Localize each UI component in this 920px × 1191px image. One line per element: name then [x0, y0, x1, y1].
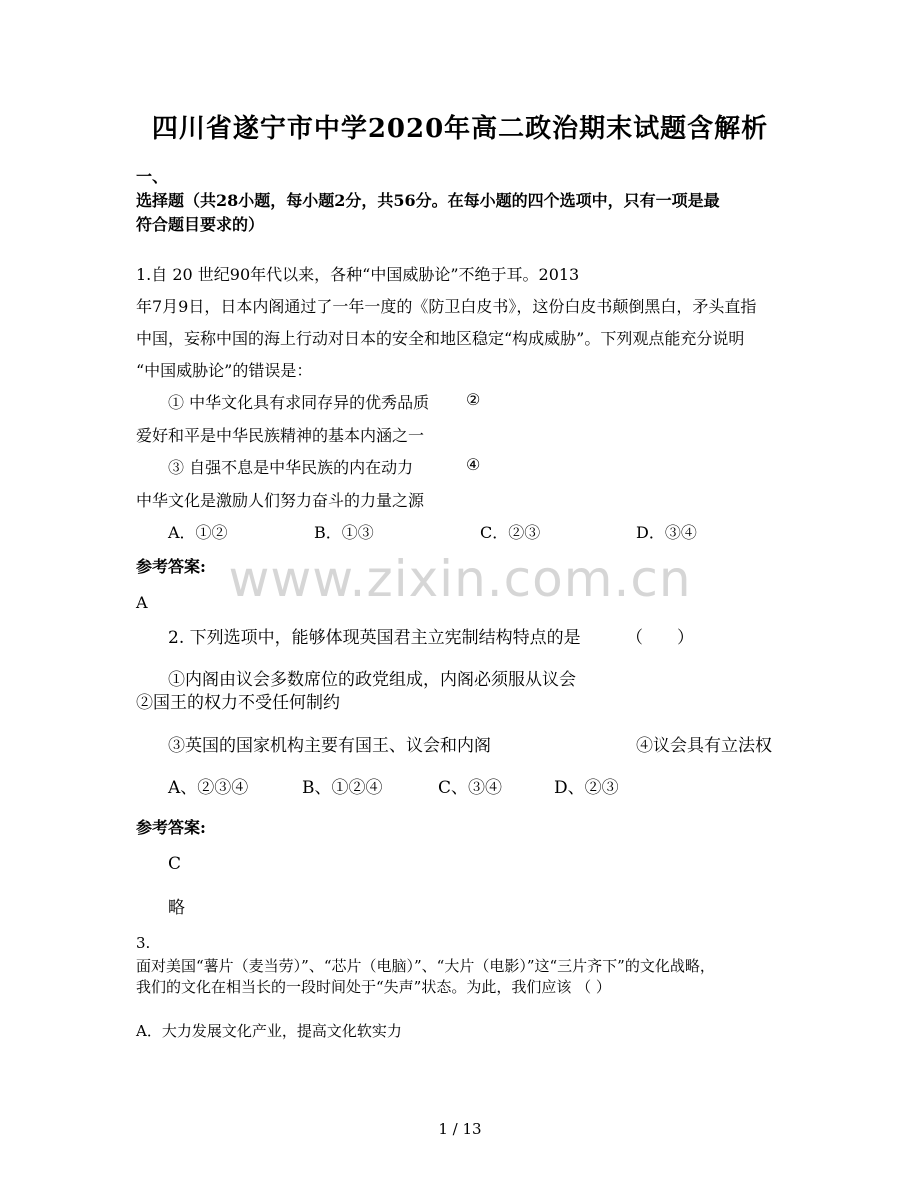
q2-answer-label: 参考答案:: [136, 818, 206, 837]
q1-answer-label: 参考答案:: [136, 557, 206, 576]
q3-option-a: A．大力发展文化产业，提高文化软实力: [136, 1022, 402, 1040]
q1-statement-4: 中华文化是激励人们努力奋斗的力量之源: [136, 491, 425, 510]
q1-statement-2: 爱好和平是中华民族精神的基本内涵之一: [136, 426, 425, 445]
q2-statement-4: ④议会具有立法权: [636, 736, 772, 756]
q2-answer: C: [168, 854, 182, 874]
q1-statement-2-marker: ②: [466, 390, 481, 409]
q2-statement-2: ②国王的权力不受任何制约: [136, 693, 340, 713]
q2-explanation: 略: [168, 898, 185, 918]
q3-number: 3.: [136, 934, 151, 952]
q3-line-1: 面对美国“薯片（麦当劳）”、“芯片（电脑）”、“大片（电影）”这“三片齐下”的文化战略，: [136, 957, 715, 975]
q2-question: 2. 下列选项中，能够体现英国君主立宪制结构特点的是: [168, 628, 581, 648]
q2-answer-paren: （ ）: [626, 628, 694, 648]
q1-option-a: A．①②: [168, 523, 228, 542]
section-description-line-1: 选择题（共28小题，每小题2分，共56分。在每小题的四个选项中，只有一项是最: [136, 191, 720, 210]
section-number: 一、: [136, 167, 169, 186]
q1-line-3: 中国，妄称中国的海上行动对日本的安全和地区稳定“构成威胁”。下列观点能充分说明: [136, 329, 745, 348]
q1-statement-3: ③ 自强不息是中华民族的内在动力: [168, 458, 414, 477]
q2-option-c: C、③④: [438, 778, 503, 798]
section-description: [136, 189, 720, 237]
q1-line-1: 1.自 20 世纪90年代以来，各种“中国威胁论”不绝于耳。2013: [136, 265, 580, 284]
watermark: www.zixin.com.cn: [228, 550, 692, 608]
q2-option-b: B、①②④: [302, 778, 383, 798]
q1-answer: A: [136, 593, 148, 612]
q2-option-d: D、②③: [554, 778, 619, 798]
q3-line-2: 我们的文化在相当长的一段时间处于“失声”状态。为此，我们应该 （ ）: [136, 978, 611, 996]
q1-option-b: B．①③: [314, 523, 374, 542]
q1-option-c: C．②③: [480, 523, 541, 542]
section-description-line-2: 符合题目要求的）: [136, 215, 265, 234]
q2-option-a: A、②③④: [168, 778, 249, 798]
q1-line-2: 年7月9日，日本内阁通过了一年一度的《防卫白皮书》，这份白皮书颠倒黑白，矛头直指: [136, 297, 757, 316]
page-title: 四川省遂宁市中学2020年高二政治期末试题含解析: [151, 114, 769, 144]
q1-line-4: “中国威胁论”的错误是：: [136, 361, 313, 380]
page-number: 1 / 13: [438, 1120, 482, 1138]
q2-statement-1: ①内阁由议会多数席位的政党组成，内阁必须服从议会: [168, 670, 576, 690]
q2-statement-3: ③英国的国家机构主要有国王、议会和内阁: [168, 736, 491, 756]
q1-statement-4-marker: ④: [466, 455, 481, 474]
q1-statement-1: ① 中华文化具有求同存异的优秀品质: [168, 393, 430, 412]
q1-option-d: D．③④: [636, 523, 697, 542]
